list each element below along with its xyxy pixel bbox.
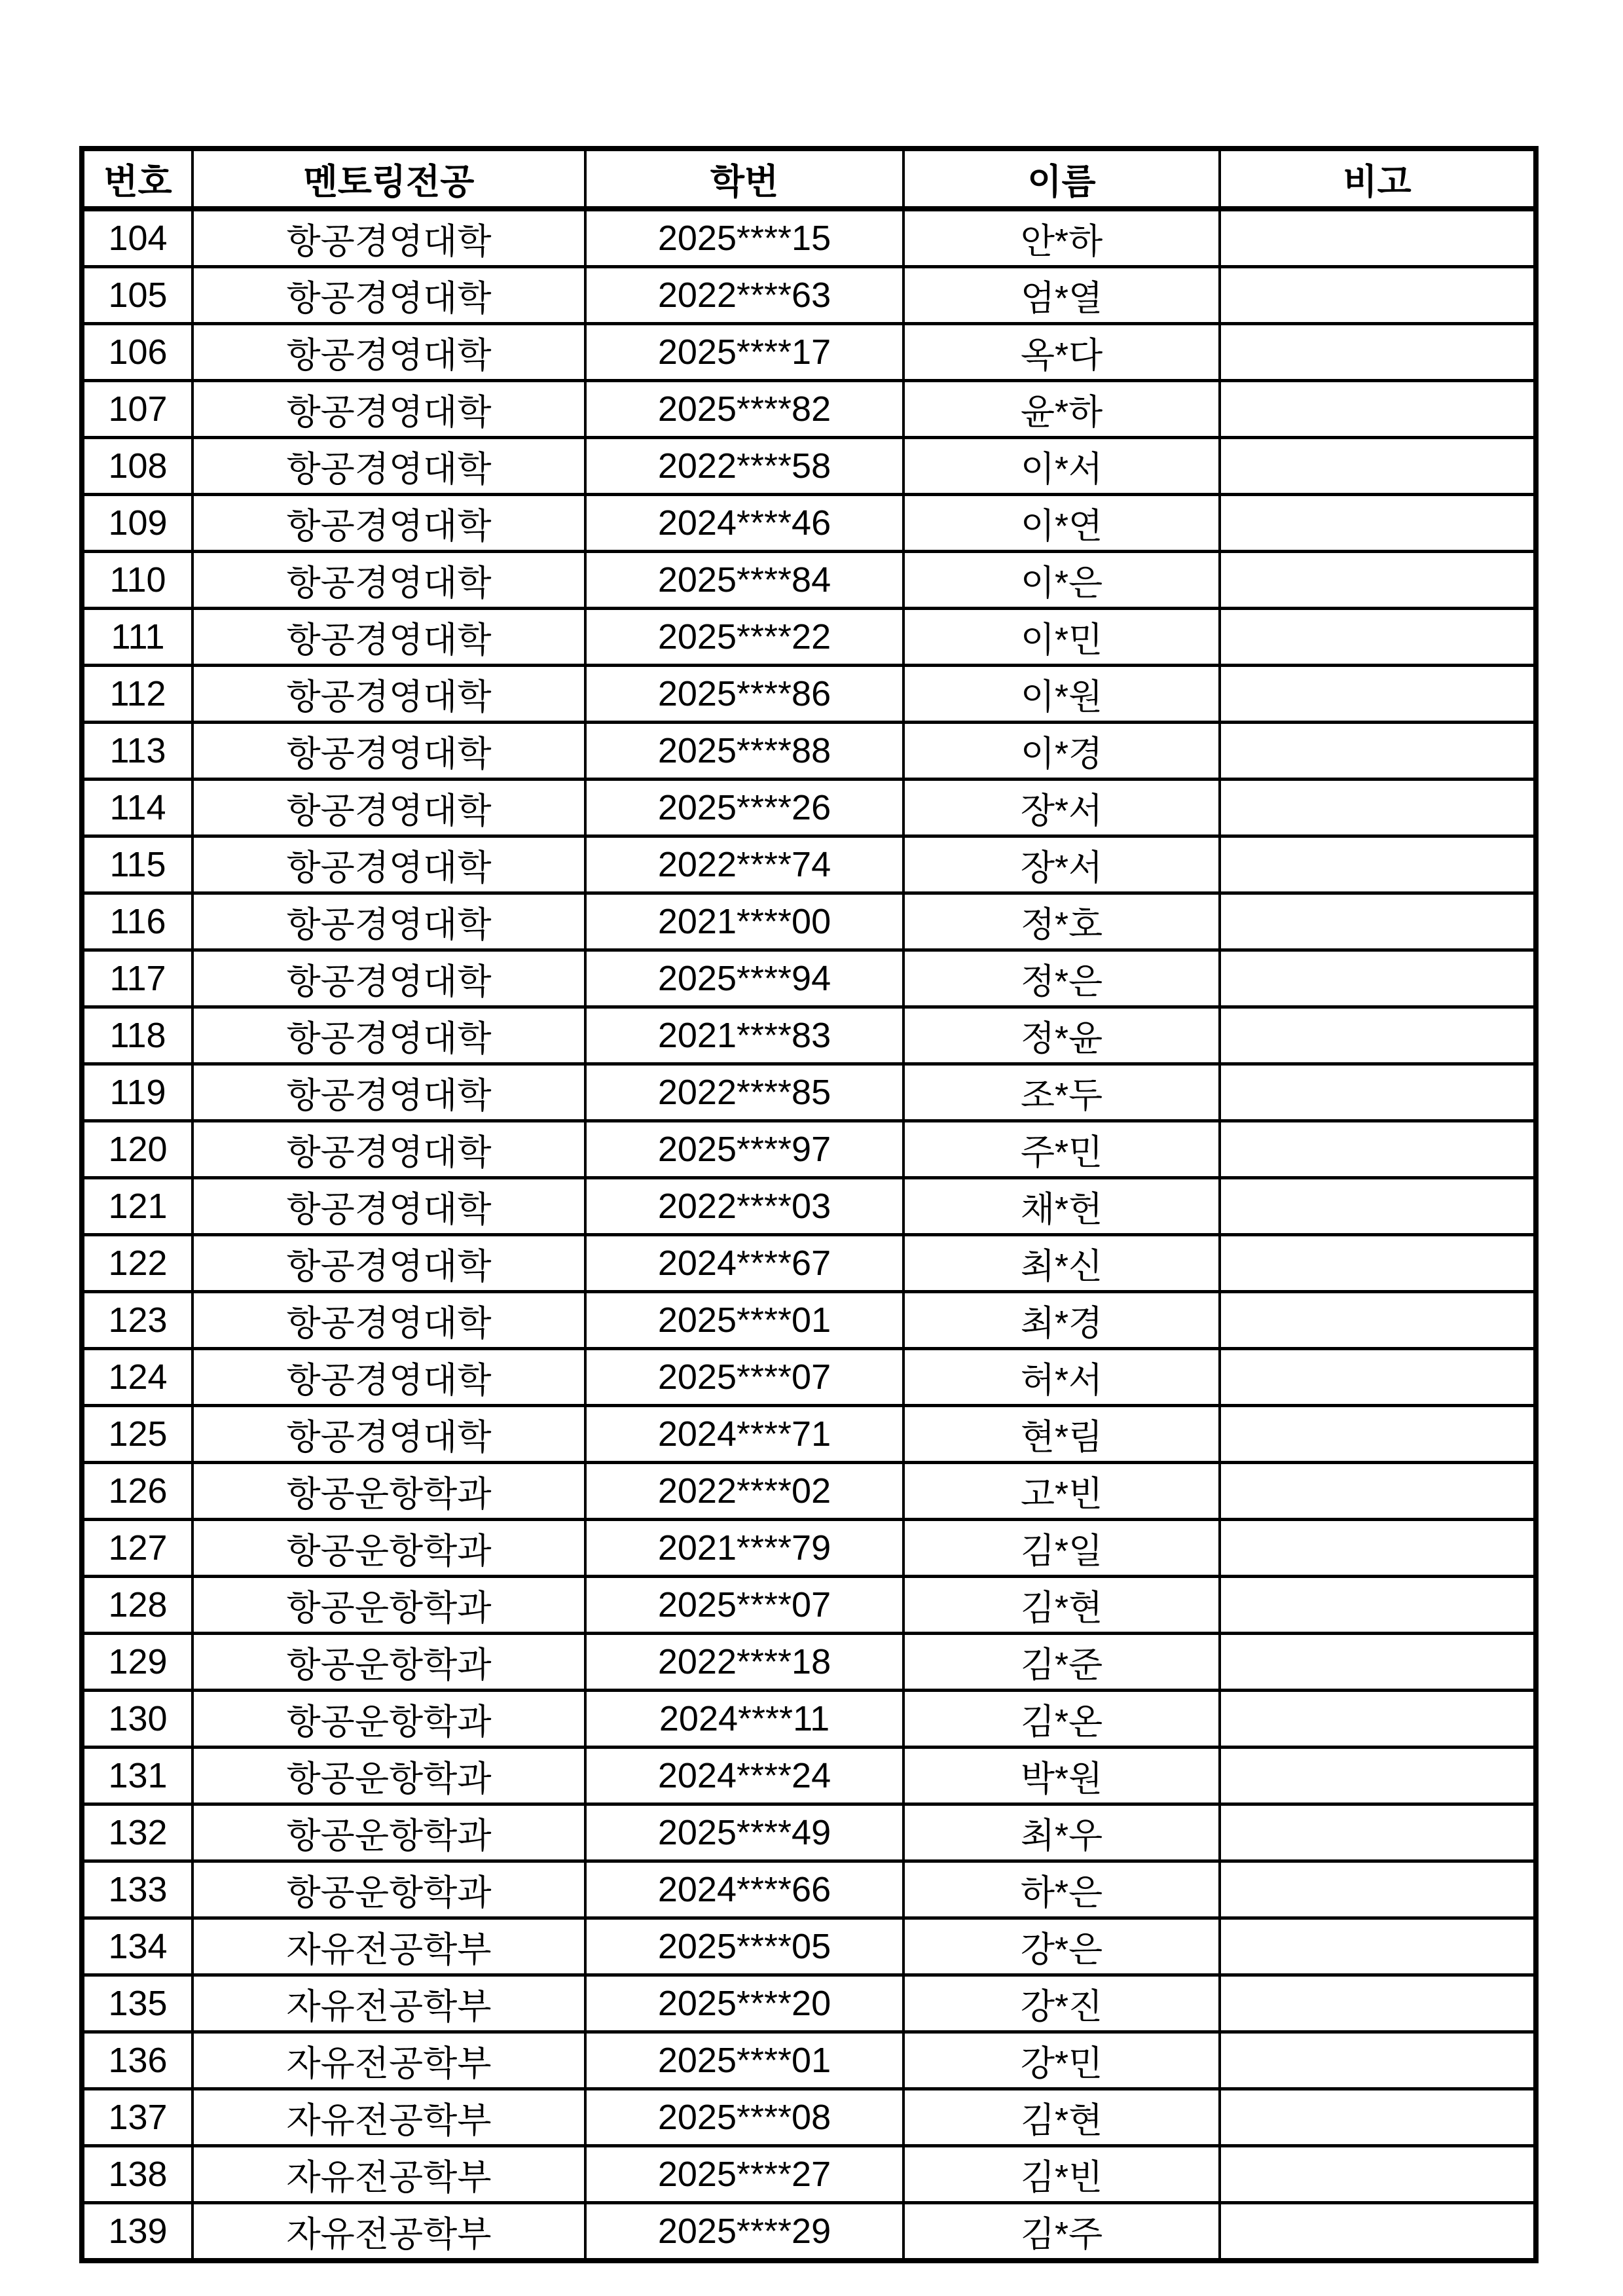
cell-note (1220, 2089, 1536, 2146)
cell-note (1220, 324, 1536, 381)
table-row (82, 1178, 1536, 1235)
cell-no: 128 (82, 1577, 192, 1634)
cell-student-id: 2025****01 (585, 2032, 903, 2089)
cell-student-id: 2025****27 (585, 2146, 903, 2203)
cell-note (1220, 893, 1536, 950)
table-row (82, 836, 1536, 893)
cell-no: 122 (82, 1235, 192, 1292)
cell-name: 김*현 (903, 2089, 1220, 2146)
cell-no: 104 (82, 209, 192, 267)
cell-note (1220, 438, 1536, 495)
table-row (82, 609, 1536, 666)
cell-no: 118 (82, 1007, 192, 1064)
cell-no: 120 (82, 1121, 192, 1178)
cell-no: 112 (82, 666, 192, 723)
cell-student-id: 2025****97 (585, 1121, 903, 1178)
cell-major: 항공경영대학 (192, 609, 585, 666)
cell-student-id: 2025****15 (585, 209, 903, 267)
cell-major: 항공경영대학 (192, 666, 585, 723)
cell-no: 130 (82, 1691, 192, 1748)
table-row (82, 1064, 1536, 1121)
table-row (82, 324, 1536, 381)
table-row (82, 1975, 1536, 2032)
cell-note (1220, 609, 1536, 666)
cell-major: 항공운항학과 (192, 1634, 585, 1691)
cell-no: 113 (82, 723, 192, 780)
cell-note (1220, 950, 1536, 1007)
cell-major: 항공경영대학 (192, 836, 585, 893)
cell-student-id: 2022****03 (585, 1178, 903, 1235)
cell-student-id: 2024****11 (585, 1691, 903, 1748)
cell-name: 고*빈 (903, 1463, 1220, 1520)
cell-name: 이*연 (903, 495, 1220, 552)
cell-no: 133 (82, 1861, 192, 1918)
cell-no: 138 (82, 2146, 192, 2203)
cell-note (1220, 1520, 1536, 1577)
cell-name: 주*민 (903, 1121, 1220, 1178)
cell-no: 131 (82, 1748, 192, 1804)
cell-no: 135 (82, 1975, 192, 2032)
cell-major: 자유전공학부 (192, 2032, 585, 2089)
col-header-name: 이름 (903, 149, 1220, 209)
cell-no: 115 (82, 836, 192, 893)
table-row (82, 209, 1536, 267)
cell-note (1220, 1577, 1536, 1634)
cell-note (1220, 2146, 1536, 2203)
table-row (82, 1235, 1536, 1292)
cell-name: 하*은 (903, 1861, 1220, 1918)
cell-major: 자유전공학부 (192, 2089, 585, 2146)
cell-name: 김*일 (903, 1520, 1220, 1577)
cell-student-id: 2024****71 (585, 1406, 903, 1463)
cell-major: 항공경영대학 (192, 324, 585, 381)
cell-name: 엄*열 (903, 267, 1220, 324)
cell-name: 현*림 (903, 1406, 1220, 1463)
table-row (82, 2032, 1536, 2089)
table-row (82, 1918, 1536, 1975)
cell-major: 항공경영대학 (192, 1178, 585, 1235)
table-row (82, 1804, 1536, 1861)
cell-student-id: 2025****88 (585, 723, 903, 780)
cell-student-id: 2025****86 (585, 666, 903, 723)
cell-major: 항공경영대학 (192, 1064, 585, 1121)
table-row (82, 267, 1536, 324)
cell-major: 자유전공학부 (192, 1975, 585, 2032)
table-row (82, 1121, 1536, 1178)
cell-no: 108 (82, 438, 192, 495)
cell-note (1220, 1121, 1536, 1178)
cell-no: 134 (82, 1918, 192, 1975)
cell-major: 항공경영대학 (192, 495, 585, 552)
cell-no: 114 (82, 780, 192, 836)
cell-major: 자유전공학부 (192, 2203, 585, 2261)
cell-student-id: 2025****26 (585, 780, 903, 836)
table-row (82, 2089, 1536, 2146)
cell-name: 이*원 (903, 666, 1220, 723)
cell-note (1220, 1463, 1536, 1520)
table-row (82, 381, 1536, 438)
cell-no: 129 (82, 1634, 192, 1691)
cell-major: 항공경영대학 (192, 381, 585, 438)
table-row (82, 1520, 1536, 1577)
cell-major: 항공경영대학 (192, 950, 585, 1007)
cell-name: 최*우 (903, 1804, 1220, 1861)
cell-major: 항공경영대학 (192, 1349, 585, 1406)
cell-major: 항공운항학과 (192, 1691, 585, 1748)
cell-no: 110 (82, 552, 192, 609)
cell-student-id: 2021****00 (585, 893, 903, 950)
cell-no: 136 (82, 2032, 192, 2089)
cell-student-id: 2025****82 (585, 381, 903, 438)
cell-note (1220, 1007, 1536, 1064)
cell-name: 정*은 (903, 950, 1220, 1007)
cell-name: 이*경 (903, 723, 1220, 780)
cell-note (1220, 1804, 1536, 1861)
cell-note (1220, 2032, 1536, 2089)
cell-student-id: 2024****66 (585, 1861, 903, 1918)
cell-note (1220, 1292, 1536, 1349)
cell-student-id: 2025****01 (585, 1292, 903, 1349)
cell-name: 김*주 (903, 2203, 1220, 2261)
header-row (82, 149, 1536, 209)
cell-major: 항공경영대학 (192, 1121, 585, 1178)
cell-student-id: 2025****17 (585, 324, 903, 381)
cell-major: 항공운항학과 (192, 1804, 585, 1861)
cell-note (1220, 1691, 1536, 1748)
cell-name: 조*두 (903, 1064, 1220, 1121)
cell-note (1220, 2203, 1536, 2261)
cell-note (1220, 836, 1536, 893)
cell-major: 항공경영대학 (192, 1406, 585, 1463)
cell-note (1220, 495, 1536, 552)
col-header-no: 번호 (82, 149, 192, 209)
cell-major: 항공경영대학 (192, 209, 585, 267)
cell-major: 항공경영대학 (192, 1292, 585, 1349)
cell-major: 항공운항학과 (192, 1861, 585, 1918)
cell-note (1220, 1918, 1536, 1975)
table-row (82, 1292, 1536, 1349)
table-row (82, 552, 1536, 609)
cell-major: 항공경영대학 (192, 1235, 585, 1292)
table-row (82, 1577, 1536, 1634)
cell-major: 항공운항학과 (192, 1577, 585, 1634)
cell-note (1220, 209, 1536, 267)
cell-no: 123 (82, 1292, 192, 1349)
table-row (82, 780, 1536, 836)
cell-student-id: 2021****79 (585, 1520, 903, 1577)
cell-name: 강*진 (903, 1975, 1220, 2032)
cell-note (1220, 1406, 1536, 1463)
cell-no: 132 (82, 1804, 192, 1861)
cell-name: 김*준 (903, 1634, 1220, 1691)
cell-student-id: 2022****58 (585, 438, 903, 495)
table-row (82, 1007, 1536, 1064)
table-row (82, 723, 1536, 780)
cell-no: 111 (82, 609, 192, 666)
cell-major: 항공운항학과 (192, 1463, 585, 1520)
cell-name: 이*은 (903, 552, 1220, 609)
cell-note (1220, 1178, 1536, 1235)
cell-student-id: 2025****22 (585, 609, 903, 666)
cell-name: 김*온 (903, 1691, 1220, 1748)
cell-no: 106 (82, 324, 192, 381)
cell-no: 121 (82, 1178, 192, 1235)
cell-note (1220, 723, 1536, 780)
cell-major: 항공경영대학 (192, 723, 585, 780)
cell-note (1220, 666, 1536, 723)
cell-student-id: 2021****83 (585, 1007, 903, 1064)
cell-name: 이*서 (903, 438, 1220, 495)
col-header-student-id: 학번 (585, 149, 903, 209)
cell-note (1220, 1748, 1536, 1804)
cell-no: 116 (82, 893, 192, 950)
cell-student-id: 2025****29 (585, 2203, 903, 2261)
table-row (82, 438, 1536, 495)
cell-no: 127 (82, 1520, 192, 1577)
cell-major: 항공경영대학 (192, 552, 585, 609)
cell-name: 김*현 (903, 1577, 1220, 1634)
cell-name: 장*서 (903, 780, 1220, 836)
cell-name: 강*은 (903, 1918, 1220, 1975)
cell-name: 정*호 (903, 893, 1220, 950)
cell-student-id: 2025****20 (585, 1975, 903, 2032)
cell-no: 117 (82, 950, 192, 1007)
cell-major: 자유전공학부 (192, 2146, 585, 2203)
cell-major: 항공경영대학 (192, 1007, 585, 1064)
cell-name: 허*서 (903, 1349, 1220, 1406)
cell-no: 105 (82, 267, 192, 324)
col-header-note: 비고 (1220, 149, 1536, 209)
table-body (82, 209, 1536, 2261)
cell-name: 최*신 (903, 1235, 1220, 1292)
cell-note (1220, 1064, 1536, 1121)
cell-name: 이*민 (903, 609, 1220, 666)
cell-name: 박*원 (903, 1748, 1220, 1804)
cell-name: 채*헌 (903, 1178, 1220, 1235)
cell-major: 항공경영대학 (192, 893, 585, 950)
cell-no: 124 (82, 1349, 192, 1406)
cell-no: 109 (82, 495, 192, 552)
cell-name: 안*하 (903, 209, 1220, 267)
cell-note (1220, 267, 1536, 324)
cell-student-id: 2025****49 (585, 1804, 903, 1861)
table-row (82, 1861, 1536, 1918)
cell-name: 정*윤 (903, 1007, 1220, 1064)
cell-name: 윤*하 (903, 381, 1220, 438)
cell-student-id: 2024****46 (585, 495, 903, 552)
cell-major: 항공운항학과 (192, 1520, 585, 1577)
cell-no: 125 (82, 1406, 192, 1463)
cell-note (1220, 552, 1536, 609)
cell-note (1220, 1975, 1536, 2032)
cell-student-id: 2024****24 (585, 1748, 903, 1804)
col-header-major: 멘토링전공 (192, 149, 585, 209)
cell-student-id: 2022****02 (585, 1463, 903, 1520)
cell-student-id: 2022****18 (585, 1634, 903, 1691)
cell-name: 최*경 (903, 1292, 1220, 1349)
table-row (82, 950, 1536, 1007)
cell-student-id: 2025****84 (585, 552, 903, 609)
cell-name: 장*서 (903, 836, 1220, 893)
cell-note (1220, 1349, 1536, 1406)
cell-name: 강*민 (903, 2032, 1220, 2089)
table-row (82, 1349, 1536, 1406)
cell-student-id: 2022****85 (585, 1064, 903, 1121)
table-row (82, 2203, 1536, 2261)
cell-note (1220, 381, 1536, 438)
table-row (82, 1463, 1536, 1520)
table-row (82, 1691, 1536, 1748)
cell-student-id: 2022****74 (585, 836, 903, 893)
cell-major: 항공경영대학 (192, 780, 585, 836)
cell-student-id: 2025****07 (585, 1349, 903, 1406)
table-row (82, 1406, 1536, 1463)
cell-note (1220, 1861, 1536, 1918)
table-row (82, 2146, 1536, 2203)
table-row (82, 893, 1536, 950)
cell-student-id: 2024****67 (585, 1235, 903, 1292)
cell-student-id: 2025****08 (585, 2089, 903, 2146)
cell-student-id: 2022****63 (585, 267, 903, 324)
cell-no: 139 (82, 2203, 192, 2261)
table-row (82, 1748, 1536, 1804)
cell-student-id: 2025****07 (585, 1577, 903, 1634)
table-row (82, 1634, 1536, 1691)
table-row (82, 666, 1536, 723)
cell-note (1220, 1235, 1536, 1292)
cell-note (1220, 780, 1536, 836)
cell-major: 항공경영대학 (192, 267, 585, 324)
cell-no: 107 (82, 381, 192, 438)
mentee-roster-table (79, 146, 1539, 2263)
cell-student-id: 2025****94 (585, 950, 903, 1007)
cell-name: 김*빈 (903, 2146, 1220, 2203)
cell-student-id: 2025****05 (585, 1918, 903, 1975)
cell-major: 자유전공학부 (192, 1918, 585, 1975)
table-row (82, 495, 1536, 552)
cell-major: 항공경영대학 (192, 438, 585, 495)
cell-major: 항공운항학과 (192, 1748, 585, 1804)
cell-name: 옥*다 (903, 324, 1220, 381)
cell-note (1220, 1634, 1536, 1691)
cell-no: 137 (82, 2089, 192, 2146)
cell-no: 119 (82, 1064, 192, 1121)
cell-no: 126 (82, 1463, 192, 1520)
